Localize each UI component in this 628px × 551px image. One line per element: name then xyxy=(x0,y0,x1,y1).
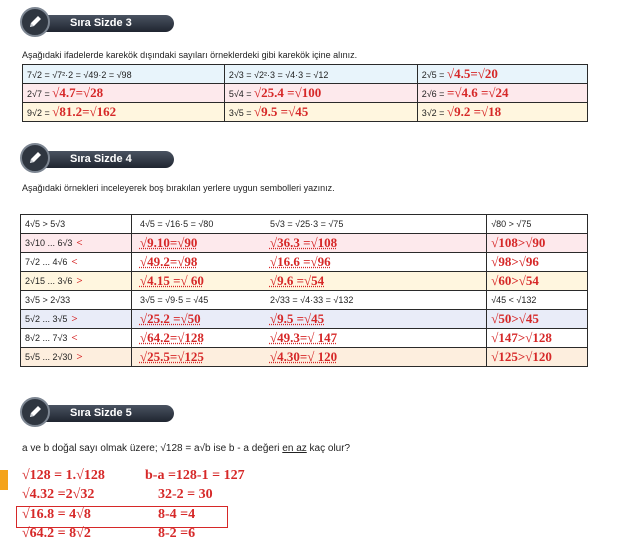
work-step-left: √128 = 1.√128 xyxy=(22,468,105,483)
work-step-right: 8-2 =6 xyxy=(158,526,196,541)
table-compare xyxy=(20,214,588,367)
printed-text: 3√5 = xyxy=(228,108,255,118)
right-expression: √16.6 =√96 xyxy=(269,254,331,269)
work-cell xyxy=(131,329,486,348)
result-cell xyxy=(487,291,588,310)
printed-text: 2√5 = xyxy=(421,70,447,80)
handwritten-answer: √25.4 =√100 xyxy=(254,85,322,100)
result-cell xyxy=(487,310,588,329)
work-cell xyxy=(131,291,486,310)
right-expression: √49.3=√ 147 xyxy=(269,330,338,345)
handwritten-symbol: > xyxy=(76,275,83,287)
left-expression: √49.2=√98 xyxy=(139,254,198,269)
printed-text: 2√6 = xyxy=(421,89,447,99)
result-cell xyxy=(487,253,588,272)
handwritten-answer: √9.5 =√45 xyxy=(254,104,309,119)
table-cell xyxy=(23,65,225,84)
question-cell xyxy=(21,272,132,291)
pencil-badge xyxy=(20,143,50,173)
result-cell-text: √45 < √132 xyxy=(491,295,537,305)
table-cell xyxy=(417,103,587,122)
question-text: 8√2 ... 7√3 xyxy=(25,333,68,343)
table-cell xyxy=(224,84,417,103)
side-tab-marker xyxy=(0,470,8,490)
table-row xyxy=(21,329,588,348)
question-cell xyxy=(21,253,132,272)
left-expression: √9.10=√90 xyxy=(139,235,198,250)
pencil-icon xyxy=(27,404,43,420)
question-cell xyxy=(21,348,132,367)
work-step-left: √16.8 = 4√8 xyxy=(22,507,91,522)
printed-text: 2√3 = √2²·3 = √4·3 = √12 xyxy=(228,70,329,80)
left-expression: √4.15 =√ 60 xyxy=(139,273,204,288)
handwritten-symbol: < xyxy=(71,332,78,344)
handwritten-answer: =√4.6 =√24 xyxy=(446,85,509,100)
handwritten-answer: √9.2 =√18 xyxy=(446,104,502,119)
question-emphasis: en az xyxy=(282,443,307,454)
result-cell xyxy=(487,215,588,234)
table-row xyxy=(23,103,588,122)
work-step-right: 8-4 =4 xyxy=(158,507,196,522)
work-cell xyxy=(131,215,486,234)
question-text-end: kaç olur? xyxy=(306,443,351,454)
table-radicals-in xyxy=(22,64,588,122)
result-cell-text: √98>√96 xyxy=(491,254,539,269)
work-cell xyxy=(131,272,486,291)
question-cell xyxy=(21,310,132,329)
handwritten-answer: √4.5=√20 xyxy=(446,66,498,81)
table-row xyxy=(21,215,588,234)
question-text: 7√2 ... 4√6 xyxy=(25,257,68,267)
right-expression: 5√3 = √25·3 = √75 xyxy=(269,219,344,229)
handwritten-symbol: < xyxy=(71,256,78,268)
question-5 xyxy=(22,443,350,454)
section-title: Sıra Sizde 4 xyxy=(70,153,132,165)
table-cell xyxy=(23,103,225,122)
right-expression: √9.6 =√54 xyxy=(269,273,325,288)
question-text: a ve b doğal sayı olmak üzere; √128 = a√b ise b - a değeri xyxy=(22,443,283,454)
result-cell-text: √125>√120 xyxy=(491,349,552,364)
handwritten-symbol: < xyxy=(76,237,83,249)
section-title: Sıra Sizde 5 xyxy=(70,407,132,419)
left-expression: √25.2 =√50 xyxy=(139,311,201,326)
handwritten-symbol: > xyxy=(76,351,83,363)
work-step-right: b-a =128-1 = 127 xyxy=(145,468,245,483)
instruction-4: Aşağıdaki örnekleri inceleyerek boş bırakılan yerlere uygun sembolleri yazınız. xyxy=(22,183,335,193)
handwritten-answer: √81.2=√162 xyxy=(52,104,117,119)
work-cell xyxy=(131,253,486,272)
table-cell xyxy=(417,84,587,103)
result-cell xyxy=(487,329,588,348)
table-row xyxy=(21,348,588,367)
table-cell xyxy=(224,103,417,122)
handwritten-symbol: > xyxy=(71,313,78,325)
pencil-icon xyxy=(27,14,43,30)
result-cell-text: √147>√128 xyxy=(491,330,552,345)
pencil-icon xyxy=(27,150,43,166)
printed-text: 3√2 = xyxy=(421,108,447,118)
pencil-badge xyxy=(20,7,50,37)
section-header-5 xyxy=(20,400,160,426)
result-cell xyxy=(487,348,588,367)
section-header-3 xyxy=(20,10,160,36)
table-row xyxy=(21,272,588,291)
work-step-left: √4.32 =2√32 xyxy=(22,487,95,502)
table-cell xyxy=(417,65,587,84)
question-cell xyxy=(21,234,132,253)
question-text: 3√5 > 2√33 xyxy=(25,295,71,305)
table-row xyxy=(23,84,588,103)
question-text: 5√5 ... 2√30 xyxy=(25,352,73,362)
question-text: 2√15 ... 3√6 xyxy=(25,276,73,286)
section-title: Sıra Sizde 3 xyxy=(70,17,132,29)
handwritten-answer: √4.7=√28 xyxy=(52,85,104,100)
section-header-4 xyxy=(20,146,160,172)
work-cell xyxy=(131,310,486,329)
right-expression: √36.3 =√108 xyxy=(269,235,338,250)
result-cell-text: √50>√45 xyxy=(491,311,539,326)
question-cell xyxy=(21,215,132,234)
pencil-badge xyxy=(20,397,50,427)
printed-text: 7√2 = √7²·2 = √49·2 = √98 xyxy=(27,70,132,80)
question-text: 3√10 ... 6√3 xyxy=(25,238,73,248)
printed-text: 9√2 = xyxy=(27,108,53,118)
work-cell xyxy=(131,234,486,253)
work-step-right: 32-2 = 30 xyxy=(158,487,213,502)
table-row xyxy=(23,65,588,84)
work-cell xyxy=(131,348,486,367)
table-row xyxy=(21,253,588,272)
right-expression: √4.30=√ 120 xyxy=(269,349,338,364)
left-expression: 4√5 = √16·5 = √80 xyxy=(139,219,214,229)
question-cell xyxy=(21,291,132,310)
right-expression: √9.5 =√45 xyxy=(269,311,325,326)
table-row xyxy=(21,291,588,310)
result-cell-text: √108>√90 xyxy=(491,235,546,250)
question-text: 4√5 > 5√3 xyxy=(25,219,66,229)
result-cell xyxy=(487,272,588,291)
result-cell-text: √80 > √75 xyxy=(491,219,532,229)
left-expression: 3√5 = √9·5 = √45 xyxy=(139,295,209,305)
work-step-left: √64.2 = 8√2 xyxy=(22,526,91,541)
instruction-3: Aşağıdaki ifadelerde karekök dışındaki sayıları örneklerdeki gibi karekök içine alınız. xyxy=(22,50,358,60)
result-cell-text: √60>√54 xyxy=(491,273,539,288)
right-expression: 2√33 = √4·33 = √132 xyxy=(269,295,354,305)
left-expression: √64.2=√128 xyxy=(139,330,204,345)
table-row xyxy=(21,234,588,253)
table-cell xyxy=(23,84,225,103)
question-cell xyxy=(21,329,132,348)
question-text: 5√2 ... 3√5 xyxy=(25,314,68,324)
printed-text: 2√7 = xyxy=(27,89,53,99)
printed-text: 5√4 = xyxy=(228,89,255,99)
left-expression: √25.5=√125 xyxy=(139,349,204,364)
table-row xyxy=(21,310,588,329)
table-cell xyxy=(224,65,417,84)
result-cell xyxy=(487,234,588,253)
